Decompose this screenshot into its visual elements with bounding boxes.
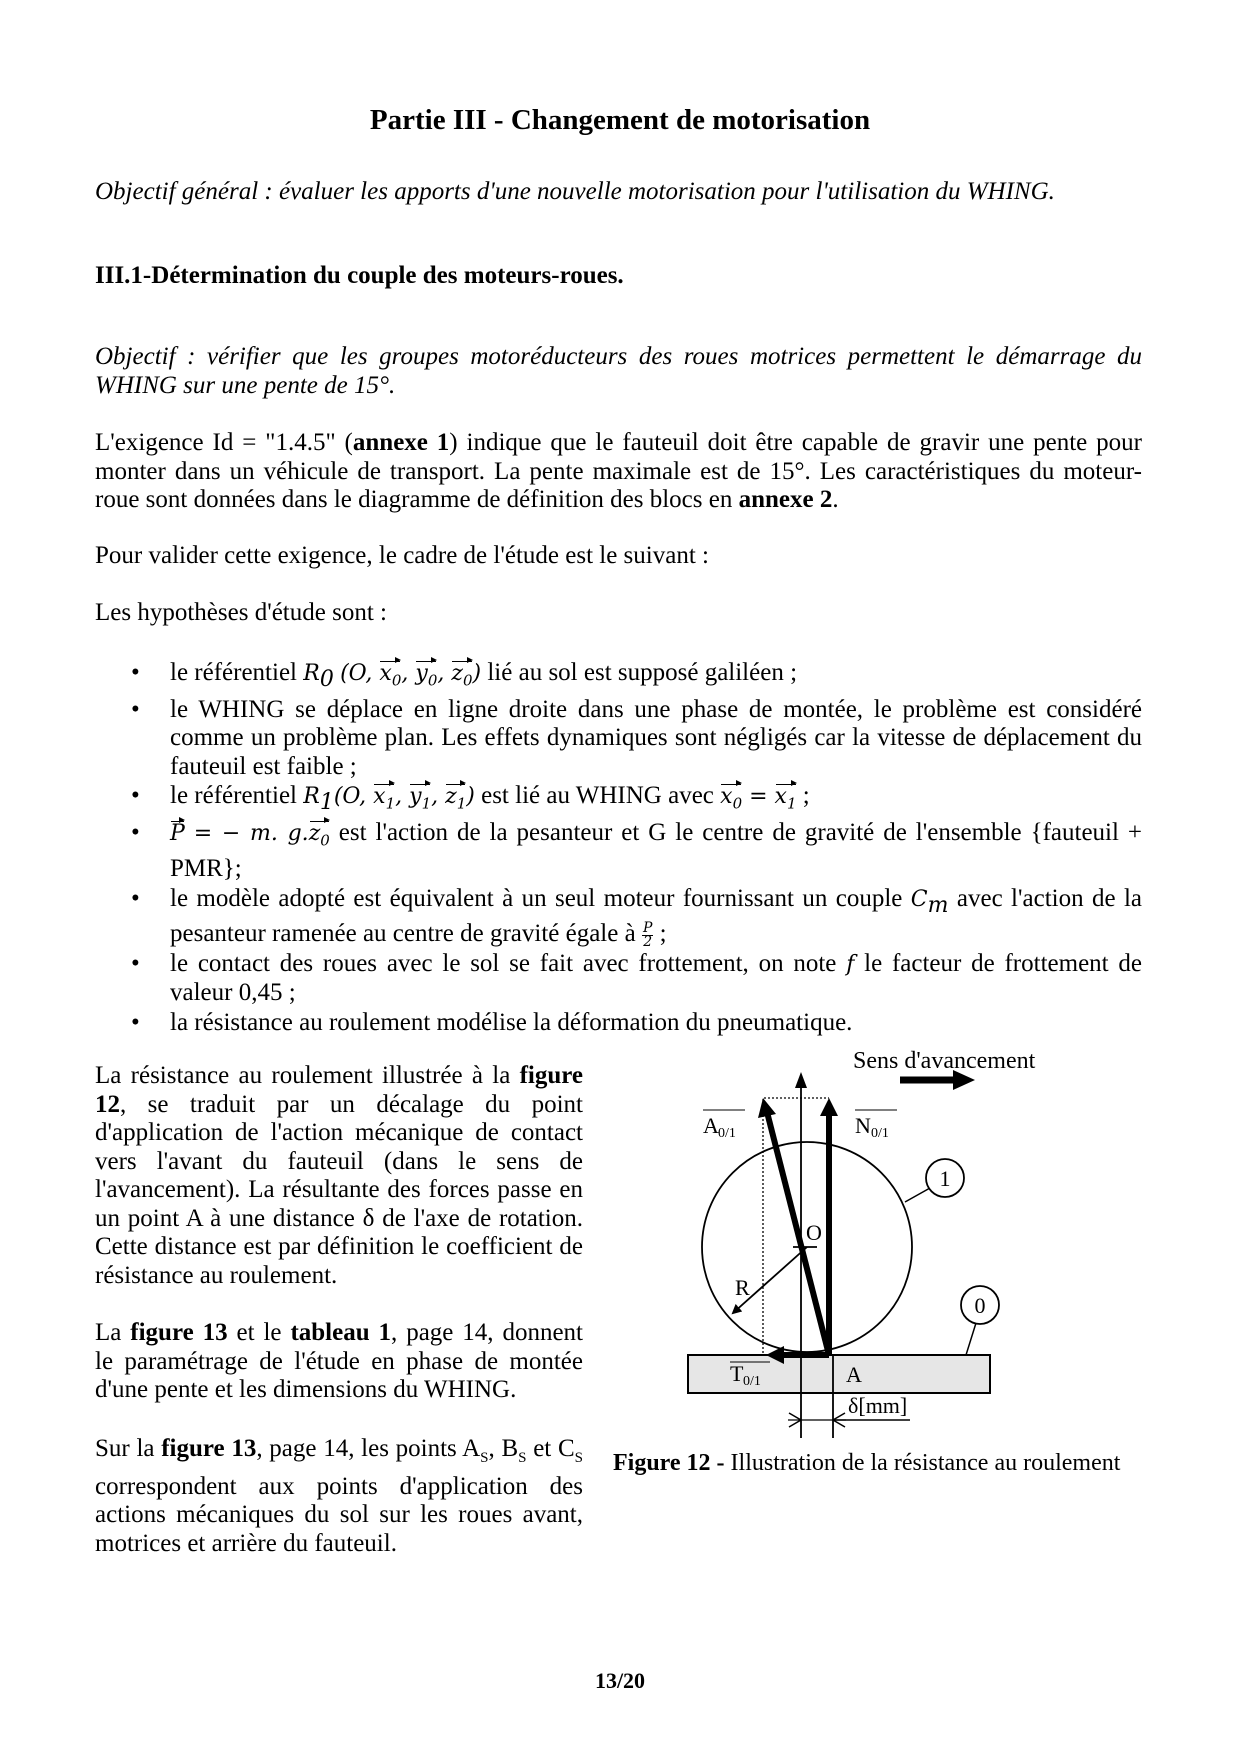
delta-label: δ[mm] [848,1393,908,1418]
direction-label: Sens d'avancement [853,1048,1036,1074]
section-title: III.1-Détermination du couple des moteurs-roues. [95,262,624,289]
svg-text:A: A [703,1113,719,1138]
point-a-label: A [846,1362,862,1387]
study-frame-text: Pour valider cette exigence, le cadre de l'étude est le suivant : [95,542,709,569]
figure-12-ref: figure 12 [95,1062,583,1118]
page-number: 13/20 [594,1668,646,1693]
page-title: Partie III - Changement de motorisation [369,104,871,136]
figure-13-paragraph: La figure 13 et le tableau 1, page 14, donnent le paramétrage de l'étude en phase de montée d'une pente et les dimensions du WHING. [95,1319,583,1403]
rolling-resistance-paragraph: La résistance au roulement illustrée à la figure 12, se traduit par un décalage du point d'application de l'action mécanique de contact vers l'avant du fauteuil (dans le sens de l'avancement). La résultante des forces passe en un point A à une distance δ de l'axe de rotation. Cette distance est par définition le coefficient de résistance au roulement. [95,1062,583,1289]
list-item: • P = − m. $g.z_0$ est l'action de la pesanteur et G le centre de gravité de l'ensemble {fauteuil + PMR}; [95,819,1142,883]
figure-12-caption: Figure 12 - Illustration de la résistance au roulement [613,1450,1121,1476]
a01-label [703,1110,745,1141]
annex-1-ref: annexe 1 [352,429,450,456]
list-item: • le référentiel $R_0$ (O, $x_0$, $y_0$, $z_0$) lié au sol est supposé galiléen ; [95,659,1142,695]
list-item: • la résistance au roulement modélise la déformation du pneumatique. [95,1009,1142,1038]
fraction: $\frac{P}{2}$ [642,919,653,950]
general-objective: Objectif général : évaluer les apports d'une nouvelle motorisation pour l'utilisation du WHING. [95,178,1055,205]
list-item: • le WHING se déplace en ligne droite dans une phase de montée, le problème est considéré comme un problème plan. Les effets dynamiques sont négligés car la vitesse de déplacement du fauteuil est faible ; [95,696,1142,782]
svg-text:1: 1 [939,1166,951,1191]
n01-label [855,1110,897,1141]
figure-12-diagram [600,1030,1160,1450]
svg-text:0/1: 0/1 [871,1126,889,1141]
requirement-paragraph: L'exigence Id = "1.4.5" (annexe 1) indique que le fauteuil doit être capable de gravir une pente pour monter dans un véhicule de transport. La pente maximale est de 15°. Les caractéristiques du moteur-roue sont données dans le diagramme de définition des blocs en annexe 2. [95,429,1143,513]
list-item: • le contact des roues avec le sol se fait avec frottement, on note f le facteur de frottement de valeur 0,45 ; [95,950,1142,1008]
svg-text:N: N [855,1113,871,1138]
svg-text:0/1: 0/1 [718,1126,736,1141]
svg-text:0: 0 [974,1293,986,1318]
svg-text:T: T [730,1361,744,1386]
points-paragraph: Sur la figure 13, page 14, les points $A_S$, $B_S$ et $C_S$ correspondent aux points d'application des actions mécaniques du sol sur les roues avant, motrices et arrière du fauteuil. [95,1435,583,1557]
list-item: • le référentiel $R_1(O$, $x_1$, $y_1$, $z_1$) est lié au WHING avec $x_0 = x_1$ ; [95,782,1142,818]
objective-paragraph: Objectif : vérifier que les groupes motoréducteurs des roues motrices permettent le démarrage du WHING sur une pente de 15°. [95,343,1142,399]
svg-text:0/1: 0/1 [743,1374,761,1389]
hypotheses-intro: Les hypothèses d'étude sont : [95,599,387,626]
hypotheses-list [95,659,1142,1038]
center-label: O [806,1220,822,1245]
list-item: • le modèle adopté est équivalent à un seul moteur fournissant un couple $C_m$ avec l'action de la pesanteur ramenée au centre de gravité égale à $\frac{P}{2}$ ; [95,885,1142,949]
radius-label: R [735,1275,750,1300]
annex-2-ref: annexe 2 [738,486,833,513]
